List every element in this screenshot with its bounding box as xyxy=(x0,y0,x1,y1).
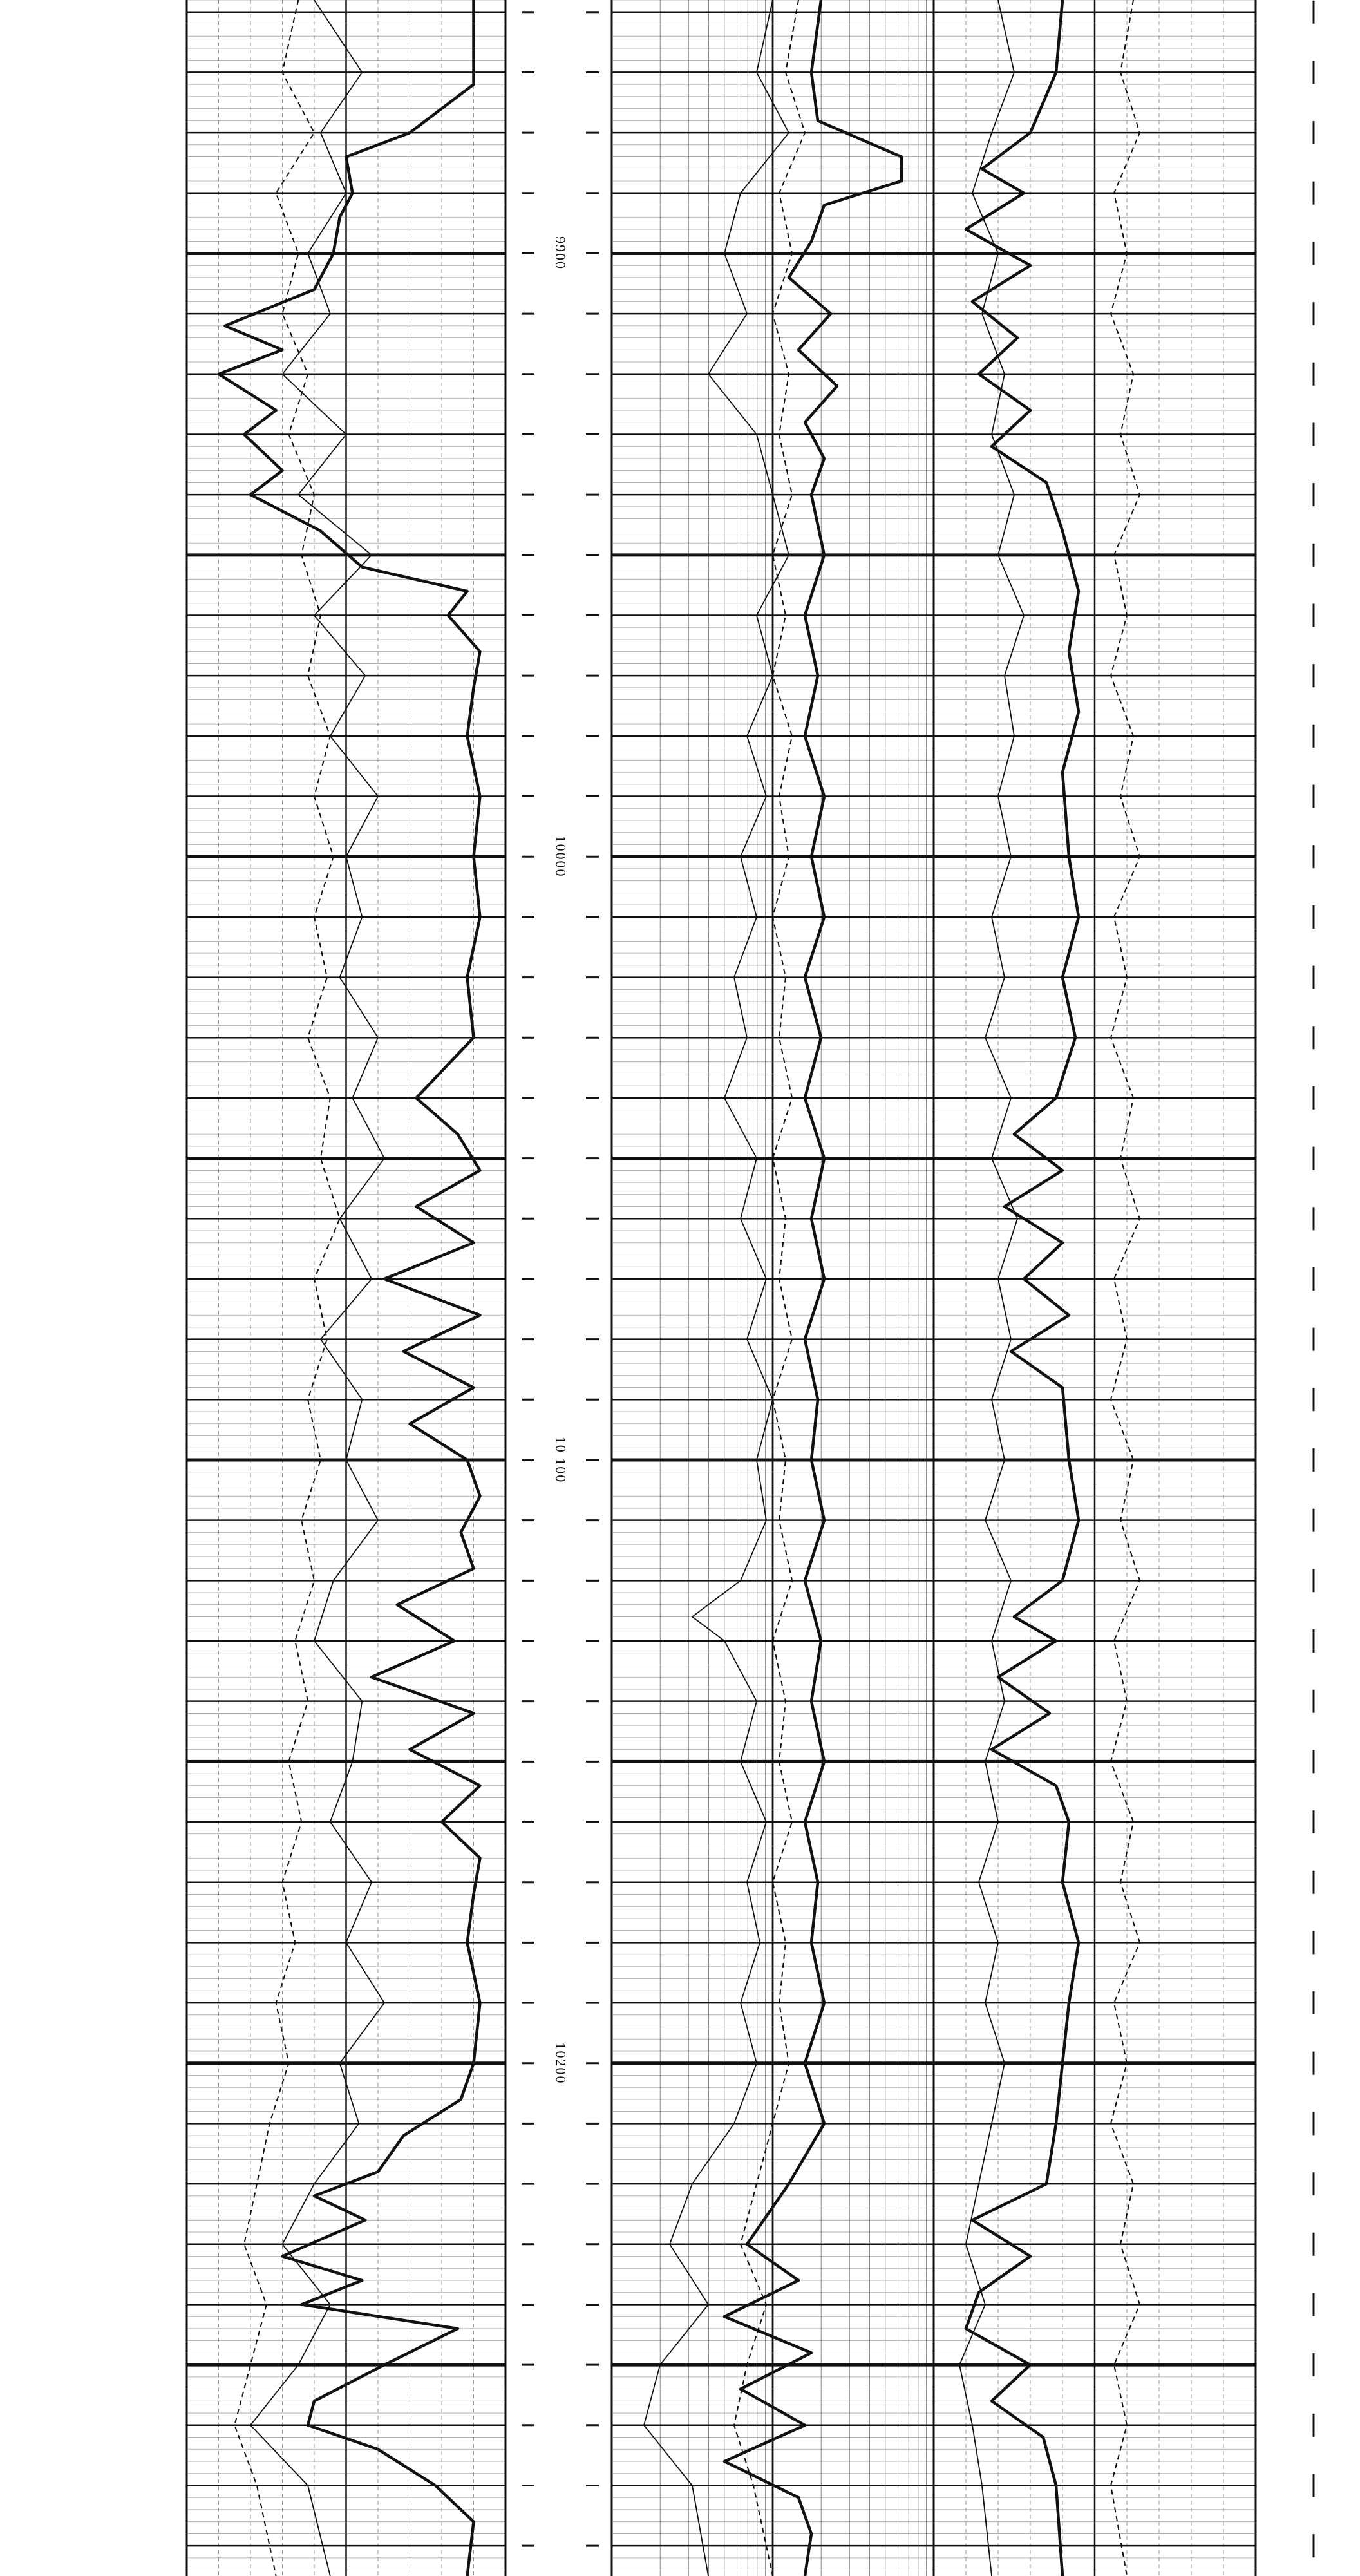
grid-layer xyxy=(187,0,1256,2576)
depth-label: 9900 xyxy=(552,236,569,270)
log-curve-right-solid-bold xyxy=(966,0,1079,2576)
depth-label: 10200 xyxy=(552,2042,569,2085)
depth-label: 10 100 xyxy=(552,1436,569,1484)
log-curve-right-solid-thin xyxy=(959,0,1024,2576)
curve-layer xyxy=(219,0,1140,2576)
log-curve-right-dashed xyxy=(1111,0,1140,2576)
log-curve-left-solid-bold xyxy=(219,0,480,2576)
log-curve-middle-dashed xyxy=(734,0,805,2576)
log-curve-left-solid-thin xyxy=(250,0,384,2576)
log-curve-middle-solid-bold xyxy=(724,0,902,2576)
log-curve-middle-solid-thin xyxy=(644,0,789,2576)
depth-label: 10000 xyxy=(552,835,569,878)
